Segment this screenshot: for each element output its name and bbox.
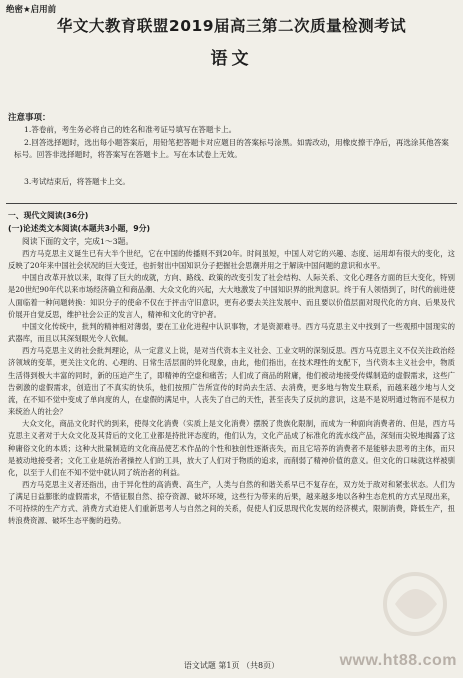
passage-paragraph: 西方马克思主义的社会批判理论，从一定意义上说，是对当代资本主义社会、工业文明的深刻反思。西方马克思主义不仅关注政治经济领域的变革，更关注文化的、心理的、日常生活层面的异化现象，由此，他们指出，在技术理性的支配下，当代资本主义社会中，物质生活得到极大丰富的同时，新的压迫产生了，即精神的空虚和痛苦；人们成了商品的附庸，他们被动地接受传媒制造的虚假需求，这些广告刺激的虚假需求，创造出了不真实的快乐，他们按照广告所宣传的时尚去生活、去消费，更多地与物发生联系，而越来越少地与人交流，在不知不觉中变成了单向度的人，在虚假的满足中，人丧失了自己的天性，甚至丧失了反抗的意识，这是不是说明通过物而不是权力来统治人的社会？ — [8, 346, 455, 417]
passage-paragraph: 中国自改革开放以来，取得了巨大的成就，方向、路线、政策的改变引发了社会结构、人际关系、文化心理各方面的巨大变化，特别是20世纪90年代以来市场经济确立和商品潮、大众文化的兴起，大大地激发了中国知识界的批判意识。终于有人领悟到了，时代的前进使人面临着一种问题转换：知识分子的使命不仅在于抨击守旧意识，更有必要去关注发展中、而且要以价值层面对现代化的方向、后果及代价展开自觉反思，维护社会公正的发言人，精神和文化的守护者。 — [8, 273, 455, 319]
passage-paragraph: 西方马克思主义诞生已有大半个世纪，它在中国的传播则不到20年。时间虽短，中国人对它的兴趣、态度、运用却有很大的变化，这反映了20年来中国社会状况的巨大变迁，也折射出中国知识分子把握社会思潮并用之于解读中国问题的意识和水平。 — [8, 249, 455, 271]
secret-label: 绝密★启用前 — [6, 5, 57, 15]
passage-paragraph: 大众文化，商品文化时代的到来，使得文化消费（实质上是文化消费）摆脱了贵族化限制，而成为一种面向消费者的、但是，西方马克思主义者对于大众文化及其背后的文化工业都是持批评态度的，他们认为，文化产品成了标准化的流水线产品，深刻而尖锐地揭露了这种庸俗文化的本质；这种大批量制造的文化商品使艺术作品的个性和独创性逐渐丧失，而且它培养的消费者不是能够去思考的主体，而只是被动地接受者；文化工业是统治者操控人们的工具，放大了人们对于物质的追求，而削弱了精神价值的意义。但文化的口味就这样被驯化，以至于人们在不知不觉中就认同了统治者的利益。 — [8, 419, 455, 477]
exam-title: 华文大教育联盟2019届高三第二次质量检测考试 — [56, 17, 407, 35]
reading-passage — [8, 248, 455, 528]
notes-heading: 注意事项： — [8, 113, 51, 123]
note-item: 1.答卷前，考生务必将自己的姓名和准考证号填写在答题卡上。 — [24, 125, 237, 134]
section-title: 一、现代文阅读(36分) — [8, 211, 89, 220]
divider — [6, 203, 457, 204]
section-instruction: 阅读下面的文字，完成1～3题。 — [22, 237, 134, 246]
page-footer: 语文试题 第1页 （共8页） — [183, 661, 280, 670]
note-item: 2.回答选择题时，选出每小题答案后，用铅笔把答题卡对应题目的答案标号涂黑。如需改动，用橡皮擦干净后，再选涂其他答案标号。回答非选择题时，将答案写在答题卡上。写在本试卷上无效。 — [14, 138, 449, 159]
subject-title: 语文 — [210, 49, 253, 69]
passage-paragraph: 西方马克思主义者还指出，由于异化性的高消费、高生产，人类与自然的和谐关系早已不复存在，双方处于敌对和紧张状态。人们为了满足日益膨胀的虚假需求，不惜征服自然、掠夺资源、破坏环境，这些行为带来的后果，越来越多地以各种生态危机的方式呈现出来，不可持续的生产方式、消费方式迫使人们重新思考人与自然之间的关系，促使人们反思现代化发展的经济模式，限制消费，降低生产，扭转浪费资源、破坏生态平衡的趋势。 — [8, 479, 455, 526]
watermark-url: www.ht88.com — [339, 652, 457, 669]
watermark-logo — [345, 564, 455, 654]
section-subtitle: (一)论述类文本阅读(本题共3小题，9分) — [8, 224, 151, 233]
passage-paragraph: 中国文化传统中，批判的精神相对薄弱，要在工业化进程中认识事物，才是资源难寻。西方马克思主义中找到了一些观照中国现实的武器库，而且以其深刻眼光令人钦佩。 — [8, 321, 455, 344]
note-item: 3.考试结束后，将答题卡上交。 — [24, 177, 130, 186]
